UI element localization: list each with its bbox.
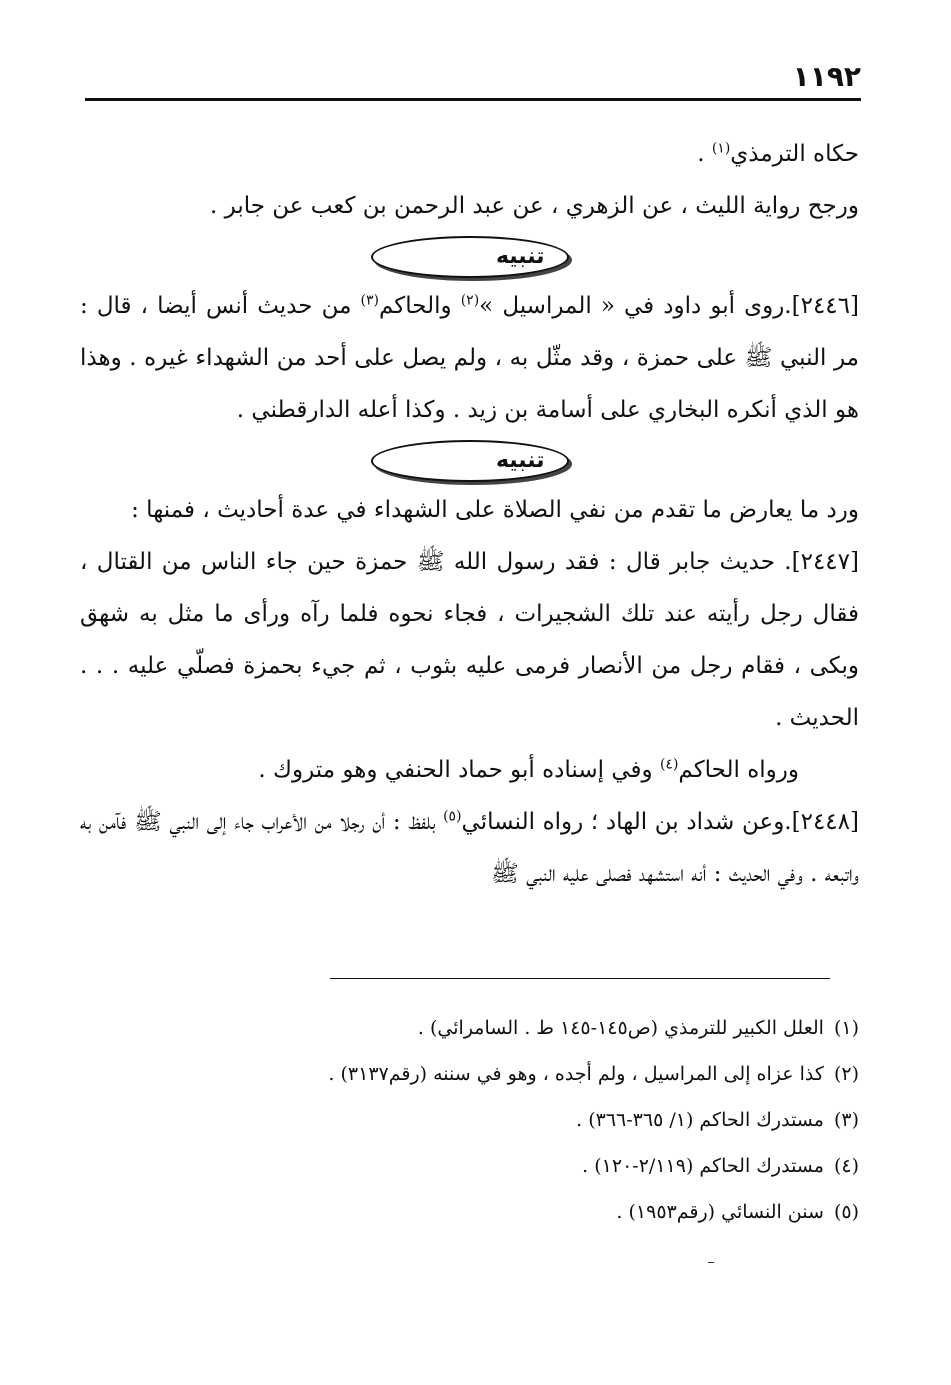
footnote-ref-4[interactable]: (٤) [659,756,679,773]
footnote-5 [250,1189,859,1235]
footnote-4 [250,1143,859,1189]
p6-part-a: ورواه الحاكم [678,757,799,783]
footnote-text: مستدرك الحاكم (١/ ٣٦٥-٣٦٦) . [576,1109,824,1131]
paragraph-5: [٢٤٤٧]. حديث جابر قال : فقد رسول الله ﷺ حمزة حين جاء الناس من القتال ، فقال رجل رأيته عند تلك الشجيرات ، فجاء نحوه فلما رآه ورأى ما مثل به شهق وبكى ، فقام رجل من الأنصار فرمى عليه بثوب ، ثم جيء بحمزة فصلّي عليه . . . الحديث . [80,549,859,731]
footnote-1 [250,1005,859,1051]
footnote-text: سنن النسائي (رقم١٩٥٣) . [616,1201,824,1223]
footnote-ref-2[interactable]: (٢) [460,292,480,309]
footnote-separator [330,978,830,979]
page-number: ١١٩٢ [792,60,861,93]
footnote-text: كذا عزاه إلى المراسيل ، ولم أجده ، وهو في سننه (رقم٣١٣٧) . [328,1063,824,1085]
heading-2-wrap [80,440,859,482]
main-text [80,128,859,900]
footnote-ref-5[interactable]: (٥) [443,808,462,825]
footnotes [250,1005,859,1235]
paragraph-1 [80,128,859,180]
paragraph-7 [80,796,859,900]
heading-tanbih-2: تنبيه [371,440,569,482]
p3-part-a: [٢٤٤٦].روى أبو داود في « المراسيل » [479,293,859,319]
p6-part-b: وفي إسناده أبو حماد الحنفي وهو متروك . [258,757,660,783]
footnote-mark: (٥) [833,1201,859,1223]
paragraph-6 [80,744,859,796]
heading-tanbih-1: تنبيه [371,236,569,278]
footnote-text: العلل الكبير للترمذي (ص١٤٥-١٤٥ ط . السامرائي) . [417,1017,824,1039]
footnote-ref-3[interactable]: (٣) [360,292,379,309]
footnote-text: مستدرك الحاكم (٢/١١٩-١٢٠) . [582,1155,824,1177]
p7-part-b: بلفظ : أن رجلا من الأعراب جاء إلى النبي ﷺ فآمن به واتبعه . وفي الحديث : أنه استشهد فصلى عليه النبي ﷺ [80,809,859,887]
footnote-mark: (٣) [833,1109,859,1131]
footnote-3 [250,1097,859,1143]
footnote-mark: (٤) [833,1155,859,1177]
heading-1-wrap [80,236,859,278]
p3-part-b: والحاكم [378,293,461,319]
footnote-mark: (٢) [833,1063,859,1085]
p7-part-a: [٢٤٤٨].وعن شداد بن الهاد ؛ رواه النسائي [461,809,859,835]
footnote-mark: (١) [833,1017,859,1039]
p3-part-c: من حديث أنس أيضا ، قال : مر النبي ﷺ على حمزة ، وقد مثّل به ، ولم يصل على أحد من الشهداء غيره . وهذا هو الذي أنكره البخاري على أسامة بن زيد . وكذا أعله الدارقطني . [80,293,859,423]
paragraph-3 [80,280,859,436]
footnote-ref-1[interactable]: (١) [711,140,731,157]
p1-end: . [697,141,712,167]
header-rule [85,98,861,101]
p1-text: حكاه الترمذي [730,141,859,167]
footnote-2 [250,1051,859,1097]
paragraph-4: ورد ما يعارض ما تقدم من نفي الصلاة على الشهداء في عدة أحاديث ، فمنها : [131,497,859,523]
stray-mark [708,1262,714,1263]
paragraph-2: ورجح رواية الليث ، عن الزهري ، عن عبد الرحمن بن كعب عن جابر . [210,193,859,219]
